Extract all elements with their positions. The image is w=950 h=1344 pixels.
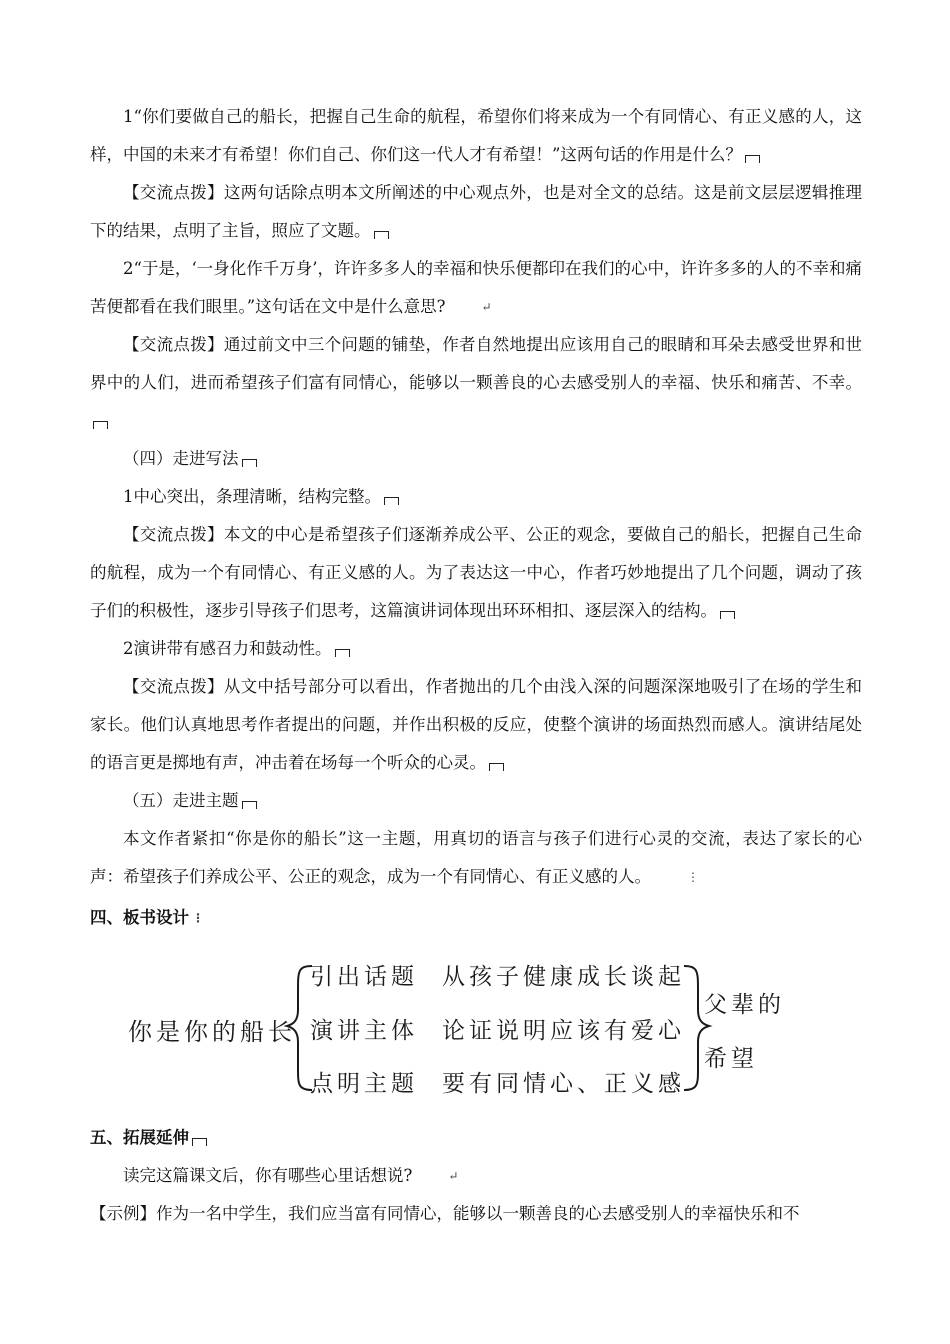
paragraph-mark-icon <box>242 801 257 809</box>
paragraph-mark-icon <box>93 421 108 429</box>
answer-1: 【交流点拨】这两句话除点明本文所阐述的中心观点外，也是对全文的总结。这是前文层层逻辑推理下的结果，点明了主旨，照应了文题。 <box>90 183 862 240</box>
point-2: 2演讲带有感召力和鼓动性。 <box>90 630 862 668</box>
question-1: 1“你们要做自己的船长，把握自己生命的航程，希望你们将来成为一个有同情心、有正义感的人，这样，中国的未来才有希望！你们自己、你们这一代人才有希望！”这两句话的作用是什么？ <box>90 107 862 164</box>
section-writing-method: （四）走进写法 <box>90 440 862 478</box>
return-mark-icon: ↵ <box>448 1169 459 1183</box>
left-brace <box>287 966 312 1090</box>
paragraph-mark-icon <box>192 1138 207 1146</box>
paragraph-mark-icon <box>745 155 760 163</box>
paragraph-mark-icon <box>335 649 350 657</box>
board-row-3-right: 要有同情心、正义感 <box>442 1071 685 1097</box>
board-conclusion-line-1: 父辈的 <box>704 992 785 1018</box>
board-row-1-left: 引出话题 <box>310 964 418 990</box>
paragraph-mark-icon <box>489 763 504 771</box>
return-mark-icon: ⋮ <box>687 870 699 884</box>
example-text: 【示例】作为一名中学生，我们应当富有同情心，能够以一颗善良的心去感受别人的幸福快乐和不 <box>90 1204 800 1223</box>
board-row-2-left: 演讲主体 <box>310 1018 418 1044</box>
return-mark-icon: ↵ <box>481 300 492 314</box>
section-theme: （五）走进主题 <box>90 782 862 820</box>
heading-extension: 五、拓展延伸 <box>90 1119 207 1157</box>
paragraph-mark-icon <box>720 611 735 619</box>
paragraph-mark-icon <box>242 459 257 467</box>
extension-question: 读完这篇课文后，你有哪些心里话想说? ↵ <box>90 1157 862 1195</box>
heading-board-design: 四、板书设计 ⋮ <box>90 899 204 937</box>
question-2: 2“于是，‘一身化作千万身’，许许多多人的幸福和快乐便都印在我们的心中，许许多多的人的不幸和痛苦便都看在我们眼里。”这句话在文中是什么意思? ↵ <box>90 250 862 326</box>
board-row-3-left: 点明主题 <box>310 1071 418 1097</box>
right-brace <box>684 966 709 1090</box>
board-row-1-right: 从孩子健康成长谈起 <box>442 964 685 990</box>
board-title: 你是你的船长 <box>128 1018 296 1046</box>
board-conclusion-line-2: 希望 <box>704 1046 758 1072</box>
point-1: 1中心突出，条理清晰，结构完整。 <box>90 478 862 516</box>
paragraph-mark-icon <box>384 497 399 505</box>
answer-2: 【交流点拨】通过前文中三个问题的铺垫，作者自然地提出应该用自己的眼睛和耳朵去感受世界和世界中的人们，进而希望孩子们富有同情心，能够以一颗善良的心去感受别人的幸福、快乐和痛苦、不幸。 <box>90 326 862 440</box>
return-mark-icon: ⋮ <box>192 911 204 925</box>
answer-3: 【交流点拨】本文的中心是希望孩子们逐渐养成公平、公正的观念，要做自己的船长，把握自己生命的航程，成为一个有同情心、有正义感的人。为了表达这一中心，作者巧妙地提出了几个问题，调动了孩子们的积极性，逐步引导孩子们思考，这篇演讲词体现出环环相扣、逐层深入的结构。 <box>90 525 862 620</box>
board-row-2-right: 论证说明应该有爱心 <box>442 1018 685 1044</box>
answer-4: 【交流点拨】从文中括号部分可以看出，作者抛出的几个由浅入深的问题深深地吸引了在场的学生和家长。他们认真地思考作者提出的问题，并作出积极的反应，使整个演讲的场面热烈而感人。演讲结尾处的语言更是掷地有声，冲击着在场每一个听众的心灵。 <box>90 677 862 772</box>
paragraph-mark-icon <box>374 231 389 239</box>
theme-text: 本文作者紧扣“你是你的船长”这一主题，用真切的语言与孩子们进行心灵的交流，表达了家长的心声：希望孩子们养成公平、公正的观念，成为一个有同情心、有正义感的人。 ⋮ <box>90 820 862 896</box>
